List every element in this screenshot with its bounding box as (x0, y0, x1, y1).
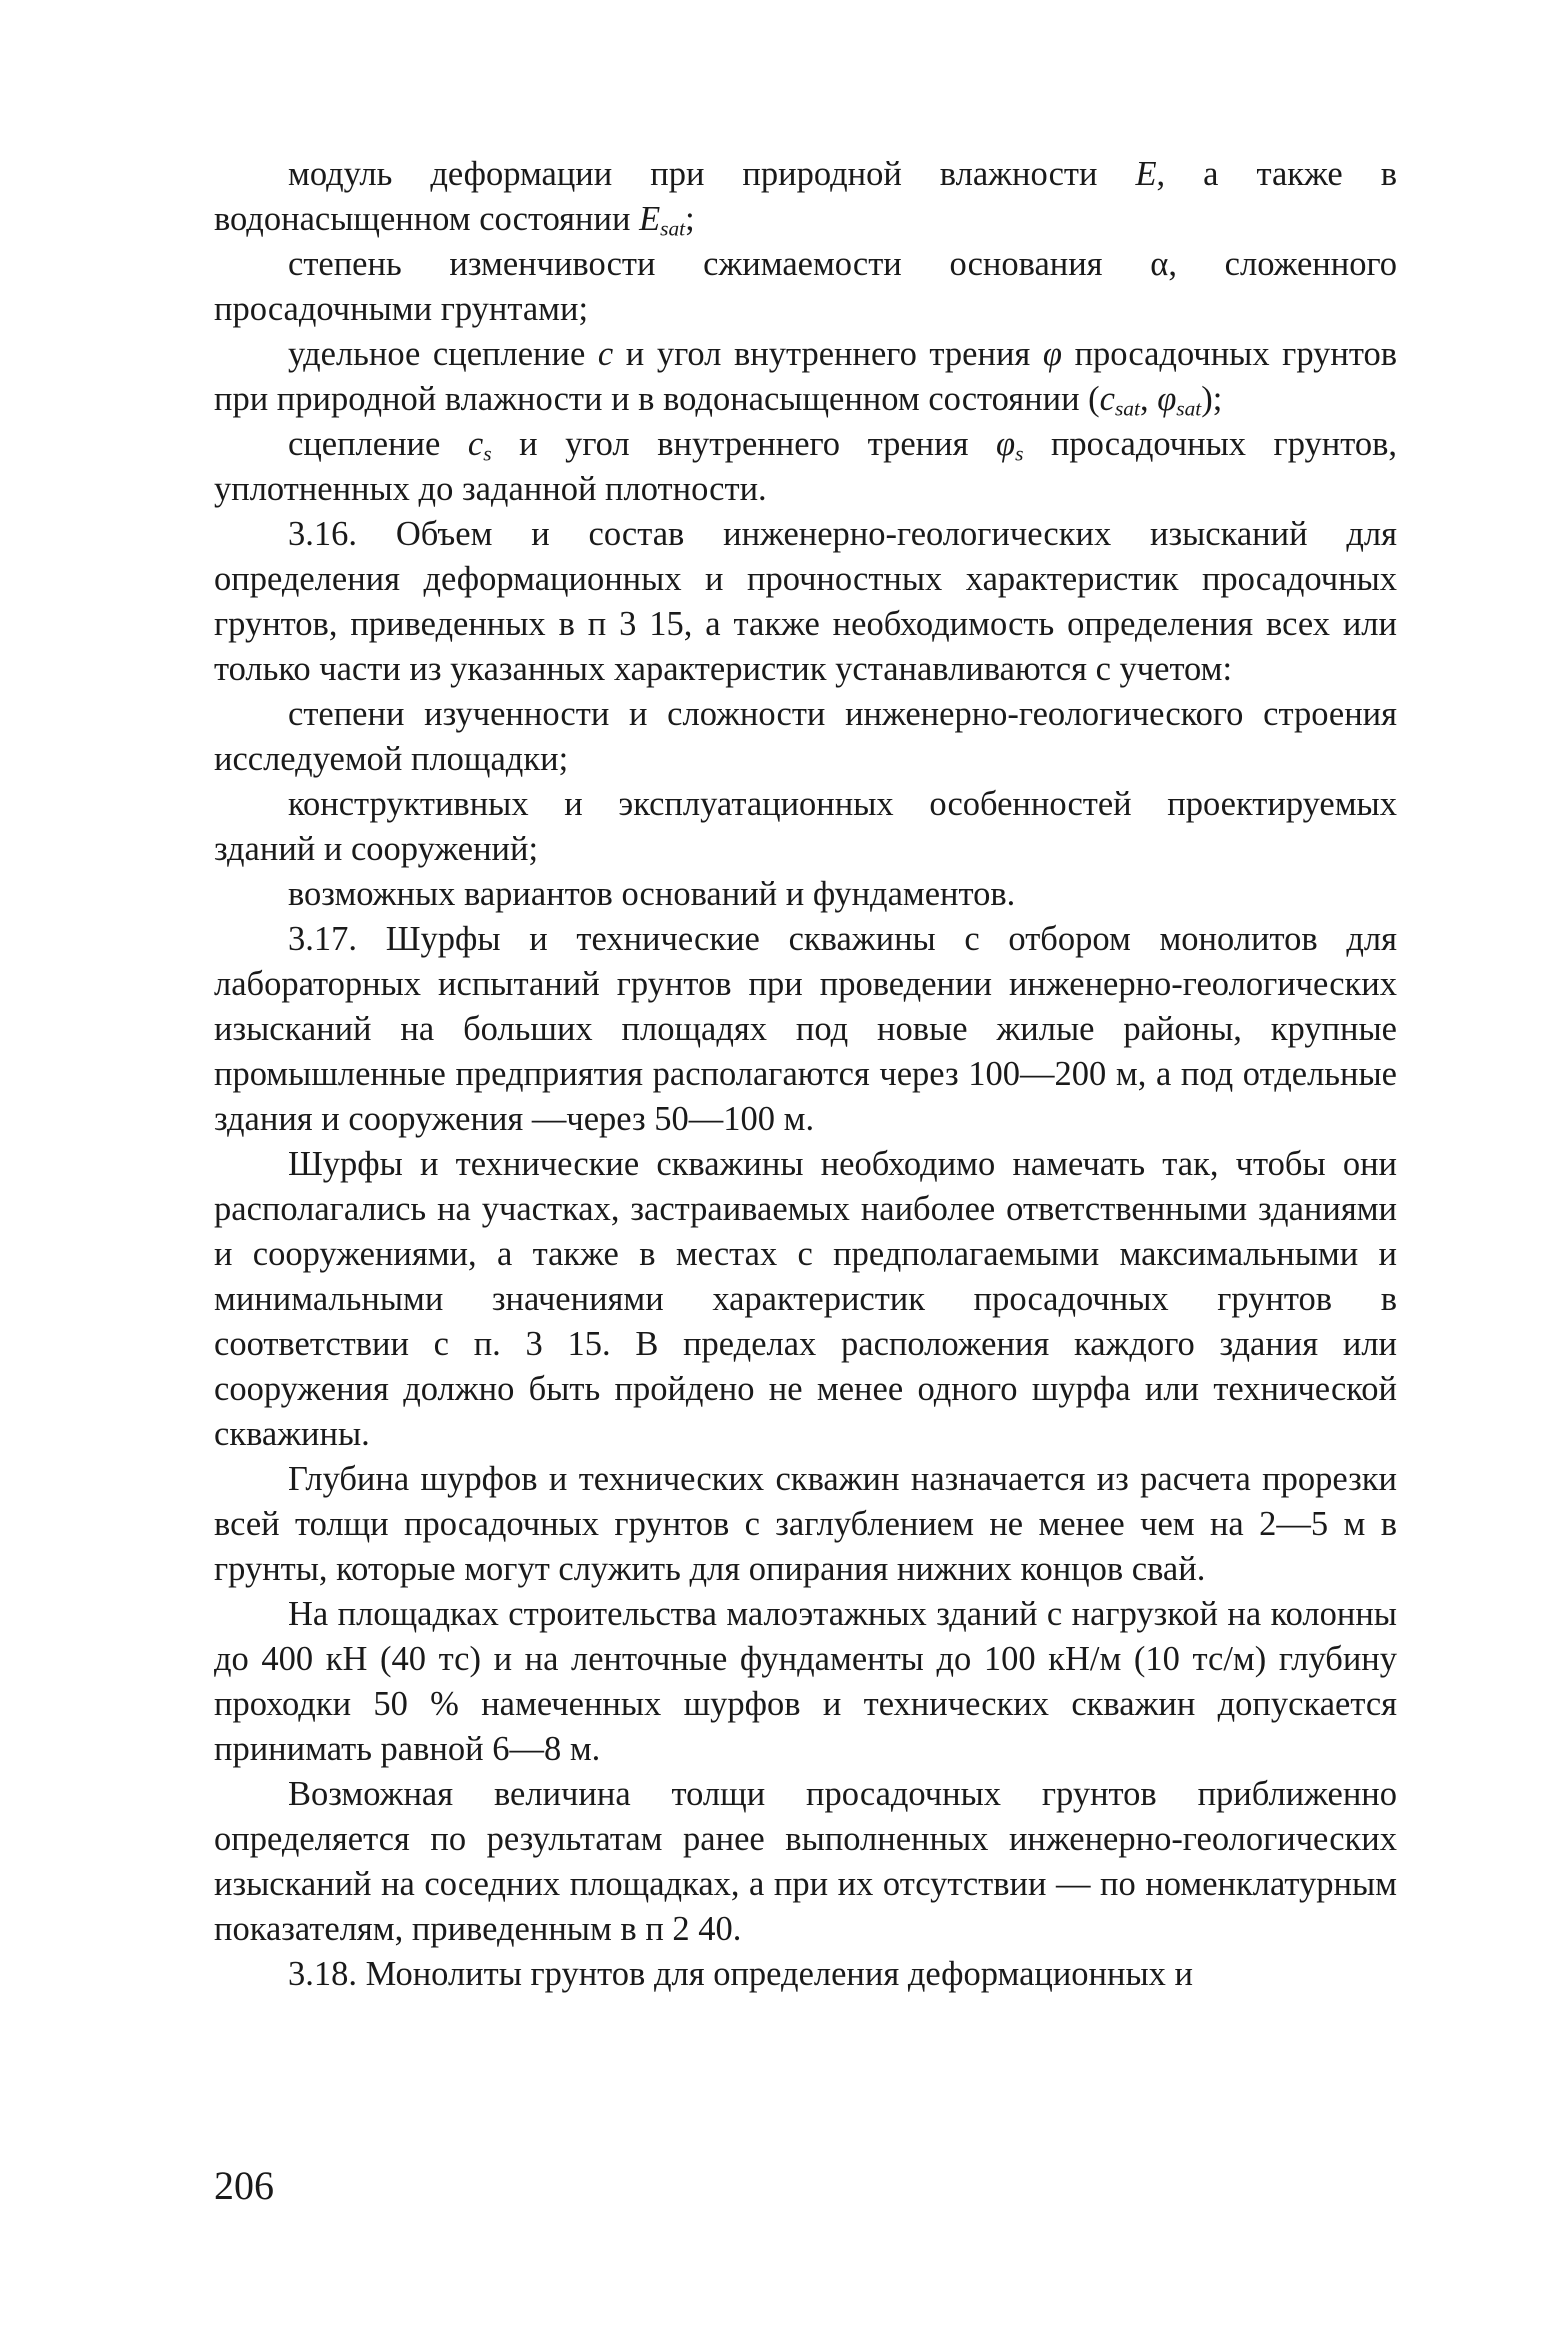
paragraph-compressibility-variability: степень изменчивости сжимаемости основания α, сложенного просадочными грунтами; (214, 245, 1397, 328)
symbol-base: φ (996, 425, 1016, 463)
paragraph-section-3-16: 3.16. Объем и состав инженерно-геологических изысканий для определения деформационных и прочностных характеристик просадочных грунтов, приведенных в п 3 15, а также необходимость определения всех или только части из указанных характеристик устанавливаются с учетом: (214, 515, 1397, 688)
paragraph-foundation-variants: возможных вариантов оснований и фундаментов. (288, 875, 1016, 913)
text-run: ; (685, 200, 695, 238)
symbol-subscript: sat (1114, 396, 1140, 421)
symbol-subscript: sat (1176, 396, 1202, 421)
paragraph-low-rise-buildings: На площадках строительства малоэтажных зданий с нагрузкой на колонны до 400 кН (40 тс) и на ленточные фундаменты до 100 кН/м (10 тс/м) глубину проходки 50 % намеченных шурфов и технических скважин допускается принимать равной 6—8 м. (214, 1595, 1397, 1768)
text-run: модуль деформации при природной влажности (288, 155, 1136, 193)
paragraph-cohesion-friction (214, 332, 1397, 422)
symbol-base: c (1099, 380, 1115, 418)
symbol-phi: φ (1042, 335, 1062, 373)
symbol-base: c (467, 425, 484, 463)
paragraph-compacted-soils (214, 422, 1397, 512)
symbol-e-sat (639, 200, 686, 241)
paragraph-pit-placement: Шурфы и технические скважины необходимо намечать так, чтобы они располагались на участках, застраиваемых наиболее ответственными зданиями и сооружениями, а также в местах с предполагаемыми максимальными и минимальными значениями характеристик просадочных грунтов в соответствии с п. 3 15. В пределах расположения каждого здания или сооружения должно быть пройдено не менее одного шурфа или технической скважины. (214, 1145, 1397, 1453)
text-run: и угол внутреннего трения (491, 425, 996, 463)
text-run: и угол внутреннего трения (613, 335, 1043, 373)
document-page (214, 152, 1397, 1997)
symbol-e: E (1135, 155, 1157, 193)
symbol-subscript: s (483, 441, 492, 466)
symbol-base: φ (1157, 380, 1177, 418)
paragraph-section-3-17: 3.17. Шурфы и технические скважины с отбором монолитов для лабораторных испытаний грунтов при проведении инженерно-геологических изысканий на больших площадях под новые жилые районы, крупные промышленные предприятия располагаются через 100—200 м, а под отдельные здания и сооружения —через 50—100 м. (214, 920, 1397, 1138)
text-run: ); (1201, 380, 1223, 418)
paragraph-deformation-modulus (214, 152, 1397, 242)
text-run: удельное сцепление (288, 335, 598, 373)
paragraph-study-degree: степени изученности и сложности инженерно-геологического строения исследуемой площадки; (214, 695, 1397, 778)
text-run: просадочных грунтов, уплотненных до заданной плотности. (214, 425, 1397, 508)
symbol-subscript: sat (660, 216, 686, 241)
symbol-c-sat (1099, 380, 1140, 421)
text-run: , а также в водонасыщенном состоянии (214, 155, 1397, 238)
paragraph-pit-depth: Глубина шурфов и технических скважин назначается из расчета прорезки всей толщи просадочных грунтов с заглублением не менее чем на 2—5 м в грунты, которые могут служить для опирания нижних концов свай. (214, 1460, 1397, 1588)
text-run: просадочных грунтов при природной влажности и в водонасыщенном состоянии ( (214, 335, 1397, 418)
text-run: сцепление (288, 425, 468, 463)
symbol-c-s (467, 425, 492, 466)
symbol-phi-sat (1157, 380, 1202, 421)
paragraph-thickness-estimate: Возможная величина толщи просадочных грунтов приближенно определяется по результатам ранее выполненных инженерно-геологических изысканий на соседних площадках, а при их отсутствии — по номенклатурным показателям, приведенным в п 2 40. (214, 1775, 1397, 1948)
paragraph-design-features: конструктивных и эксплуатационных особенностей проектируемых зданий и сооружений; (214, 785, 1397, 868)
paragraph-section-3-18: 3.18. Монолиты грунтов для определения деформационных и (288, 1955, 1194, 1993)
symbol-subscript: s (1015, 441, 1024, 466)
symbol-phi-s (996, 425, 1024, 466)
symbol-base: E (639, 200, 661, 238)
text-run: , (1139, 380, 1158, 418)
symbol-c: c (597, 335, 614, 373)
page-number: 206 (214, 2163, 274, 2208)
